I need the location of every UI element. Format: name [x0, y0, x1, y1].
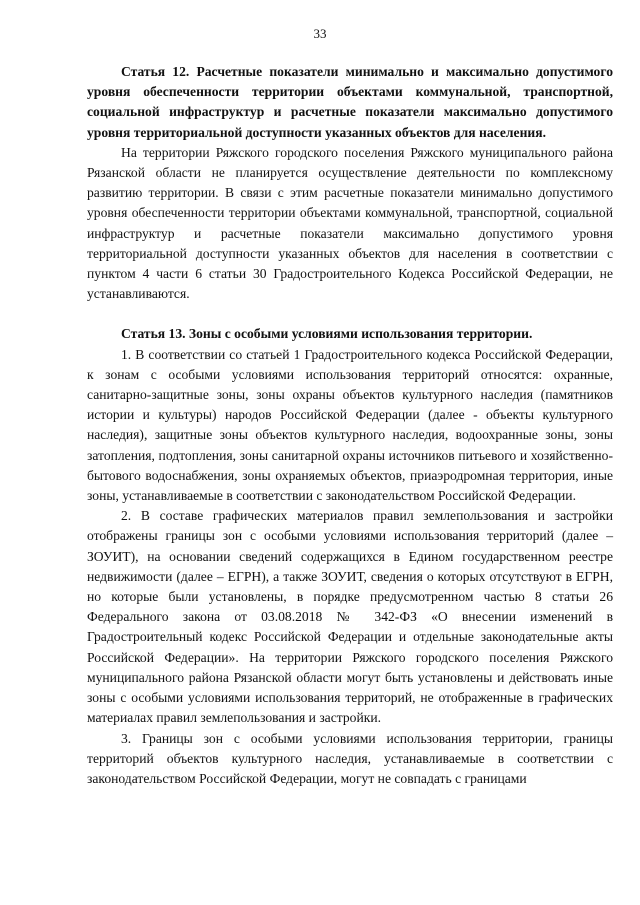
- article-13-paragraph-2: 2. В составе графических материалов правил землепользования и застройки отображены границы зон с особыми условиями использования территорий (далее – ЗОУИТ), на основании сведений содержащихся в Едином государственном реестре недвижимости (далее – ЕГРН), а также ЗОУИТ, сведения о которых отсутствуют в ЕГРН, но которые были установлены, в порядке предусмотренном частью 8 статьи 26 Федерального закона от 03.08.2018 № 342-ФЗ «О внесении изменений в Градостроительный кодекс Российской Федерации и отдельные законодательные акты Российской Федерации». На территории Ряжского городского поселения Ряжского муниципального района Рязанской области могут быть установлены и действовать иные зоны с особыми условиями использования территорий, не отображенные в графических материалах правил землепользования и застройки.: [87, 508, 613, 726]
- document-body: [87, 62, 613, 789]
- page-number: 33: [313, 26, 327, 41]
- article-13-heading: Статья 13. Зоны с особыми условиями использования территории.: [121, 326, 533, 342]
- paragraph-spacer: [87, 304, 613, 324]
- article-12-heading: Статья 12. Расчетные показатели минимально и максимально допустимого уровня обеспеченности территории объектами коммунальной, транспортной, социальной инфраструктур и расчетные показатели максимально допустимого уровня территориальной доступности указанных объектов для населения.: [87, 64, 613, 140]
- article-12-paragraph-1: На территории Ряжского городского поселения Ряжского муниципального района Рязанской области не планируется осуществление деятельности по комплексному развитию территории. В связи с этим расчетные показатели минимально допустимого уровня обеспеченности территории объектами коммунальной, транспортной, социальной инфраструктур и расчетные показатели максимально допустимого уровня территориальной доступности указанных объектов для населения в соответствии с пунктом 4 части 6 статьи 30 Градостроительного Кодекса Российской Федерации, не устанавливаются.: [87, 144, 613, 302]
- article-13-paragraph-3: 3. Границы зон с особыми условиями использования территории, границы территорий объектов культурного наследия, устанавливаемые в соответствии с законодательством Российской Федерации, могут не совпадать с границами: [87, 730, 613, 786]
- article-13-paragraph-1: 1. В соответствии со статьей 1 Градостроительного кодекса Российской Федерации, к зонам с особыми условиями использования территорий относятся: охранные, санитарно-защитные зоны, зоны охраны объектов культурного наследия (памятников истории и культуры) народов Российской Федерации (далее - объекты культурного наследия), защитные зоны объектов культурного наследия, водоохранные зоны, зоны затопления, подтопления, зоны санитарной охраны источников питьевого и хозяйственно-бытового водоснабжения, зоны охраняемых объектов, приаэродромная территория, иные зоны, устанавливаемые в соответствии с законодательством Российской Федерации.: [87, 346, 613, 504]
